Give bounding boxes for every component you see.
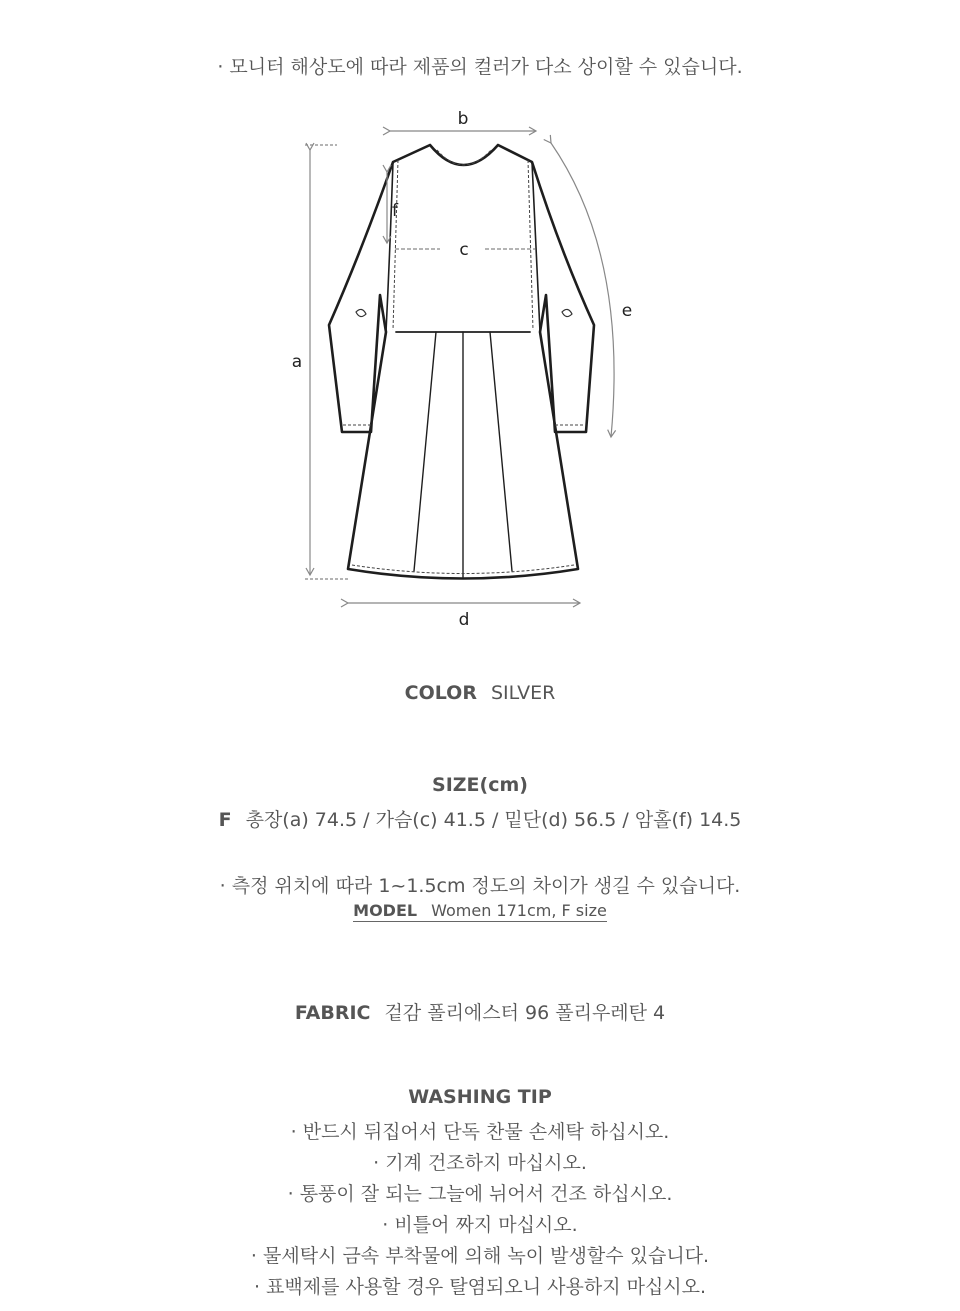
color-value: SILVER (490, 682, 556, 704)
washing-title: WASHING TIP (408, 1086, 552, 1108)
size-note: · 측정 위치에 따라 1~1.5cm 정도의 차이가 생길 수 있습니다. (219, 875, 741, 897)
fabric-info (0, 998, 960, 1025)
label-d: d (458, 610, 470, 630)
size-values (0, 805, 960, 832)
washing-tips (0, 1117, 960, 1303)
color-label: COLOR (404, 682, 477, 704)
size-measurements: 총장(a) 74.5 / 가슴(c) 41.5 / 밑단(d) 56.5 / 암홀(f) 14.5 (245, 809, 742, 831)
model-value: Women 171cm, F size (431, 901, 607, 920)
label-b: b (457, 109, 469, 129)
fabric-value: 겉감 폴리에스터 96 폴리우레탄 4 (384, 1002, 666, 1024)
measurement-lines (305, 131, 614, 603)
label-f: f (392, 201, 398, 221)
washing-tip: · 기계 건조하지 마십시오. (373, 1152, 587, 1174)
washing-tip: · 물세탁시 금속 부착물에 의해 녹이 발생할수 있습니다. (250, 1245, 710, 1267)
model-label: MODEL (353, 901, 418, 920)
color-info (0, 682, 960, 704)
label-c: c (459, 240, 469, 260)
fabric-label: FABRIC (294, 1002, 371, 1024)
dress-outline (329, 145, 594, 579)
label-e: e (621, 301, 633, 321)
label-a: a (291, 352, 303, 372)
dress-measurement-diagram (0, 95, 960, 635)
monitor-notice: · 모니터 해상도에 따라 제품의 컬러가 다소 상이할 수 있습니다. (217, 56, 743, 78)
size-name: F (218, 809, 232, 831)
washing-tip: · 통풍이 잘 되는 그늘에 뉘어서 건조 하십시오. (287, 1183, 673, 1205)
washing-tip: · 반드시 뒤집어서 단독 찬물 손세탁 하십시오. (290, 1121, 670, 1143)
model-info (0, 901, 960, 922)
washing-tip: · 비틀어 짜지 마십시오. (382, 1214, 578, 1236)
size-title: SIZE(cm) (432, 774, 528, 796)
washing-tip: · 표백제를 사용할 경우 탈염되오니 사용하지 마십시오. (253, 1276, 707, 1298)
